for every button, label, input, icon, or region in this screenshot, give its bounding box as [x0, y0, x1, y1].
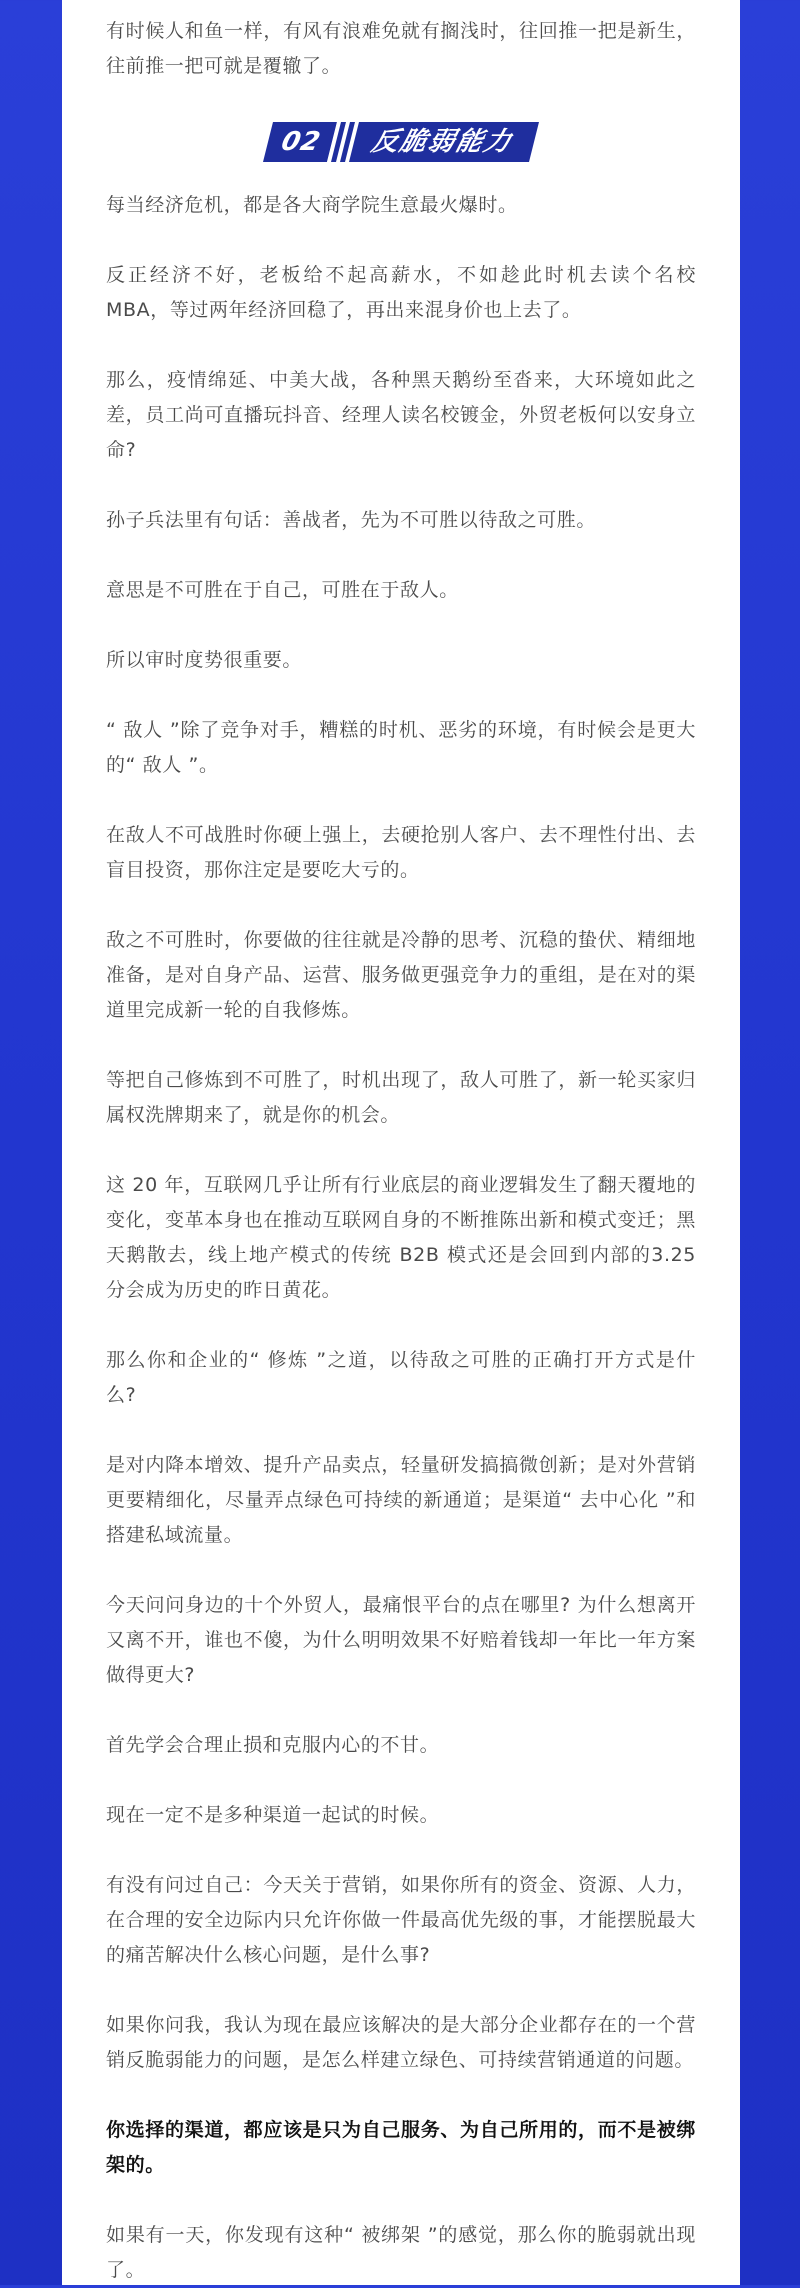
article-paragraph: 反正经济不好，老板给不起高薪水，不如趁此时机去读个名校MBA，等过两年经济回稳了，再出来混身价也上去了。 — [106, 264, 696, 321]
section-heading — [106, 122, 696, 162]
section-heading-banner — [263, 122, 539, 162]
section-number: 02 — [263, 122, 337, 162]
article-paragraph: 孙子兵法里有句话：善战者，先为不可胜以待敌之可胜。 — [106, 509, 597, 531]
article-paragraph: 你选择的渠道，都应该是只为自己服务、为自己所用的，而不是被绑架的。 — [106, 2119, 696, 2176]
article-paragraph: 有没有问过自己：今天关于营销，如果你所有的资金、资源、人力，在合理的安全边际内只允许你做一件最高优先级的事，才能摆脱最大的痛苦解决什么核心问题，是什么事? — [106, 1874, 696, 1966]
article-paragraph: 今天问问身边的十个外贸人，最痛恨平台的点在哪里? 为什么想离开又离不开，谁也不傻，为什么明明效果不好赔着钱却一年比一年方案做得更大? — [106, 1594, 696, 1686]
article-paragraph: 如果有一天，你发现有这种“ 被绑架 ”的感觉，那么你的脆弱就出现了。 — [106, 2224, 696, 2281]
section-title: 反脆弱能力 — [349, 122, 539, 162]
article-paragraph: 如果你问我，我认为现在最应该解决的是大部分企业都存在的一个营销反脆弱能力的问题，是怎么样建立绿色、可持续营销通道的问题。 — [106, 2014, 696, 2071]
article-paragraph: 现在一定不是多种渠道一起试的时候。 — [106, 1804, 440, 1826]
intro-paragraph: 有时候人和鱼一样，有风有浪难免就有搁浅时，往回推一把是新生，往前推一把可就是覆辙了。 — [106, 20, 696, 77]
article-paragraph: 等把自己修炼到不可胜了，时机出现了，敌人可胜了，新一轮买家归属权洗牌期来了，就是你的机会。 — [106, 1069, 696, 1126]
article-paragraph: “ 敌人 ”除了竞争对手，糟糕的时机、恶劣的环境，有时候会是更大的“ 敌人 ”。 — [106, 719, 696, 776]
article-paragraph: 那么，疫情绵延、中美大战，各种黑天鹅纷至沓来，大环境如此之差，员工尚可直播玩抖音、经理人读名校镀金，外贸老板何以安身立命? — [106, 369, 696, 461]
article-page — [62, 0, 740, 2285]
article-paragraph: 那么你和企业的“ 修炼 ”之道，以待敌之可胜的正确打开方式是什么? — [106, 1349, 696, 1406]
article-paragraph: 每当经济危机，都是各大商学院生意最火爆时。 — [106, 194, 518, 216]
article-paragraph: 是对内降本增效、提升产品卖点，轻量研发搞搞微创新；是对外营销更要精细化，尽量弄点绿色可持续的新通道；是渠道“ 去中心化 ”和搭建私域流量。 — [106, 1454, 696, 1546]
article-paragraph: 意思是不可胜在于自己，可胜在于敌人。 — [106, 579, 459, 601]
article-body — [106, 188, 696, 2288]
article-paragraph: 所以审时度势很重要。 — [106, 649, 303, 671]
article-paragraph: 这 20 年，互联网几乎让所有行业底层的商业逻辑发生了翻天覆地的变化，变革本身也在推动互联网自身的不断推陈出新和模式变迁；黑天鹅散去，线上地产模式的传统 B2B 模式还是会回到内部的3.25 分会成为历史的昨日黄花。 — [106, 1174, 696, 1301]
article-paragraph: 首先学会合理止损和克服内心的不甘。 — [106, 1734, 440, 1756]
article-paragraph: 在敌人不可战胜时你硬上强上，去硬抢别人客户、去不理性付出、去盲目投资，那你注定是要吃大亏的。 — [106, 824, 696, 881]
article-paragraph: 敌之不可胜时，你要做的往往就是冷静的思考、沉稳的蛰伏、精细地准备，是对自身产品、运营、服务做更强竞争力的重组，是在对的渠道里完成新一轮的自我修炼。 — [106, 929, 696, 1021]
